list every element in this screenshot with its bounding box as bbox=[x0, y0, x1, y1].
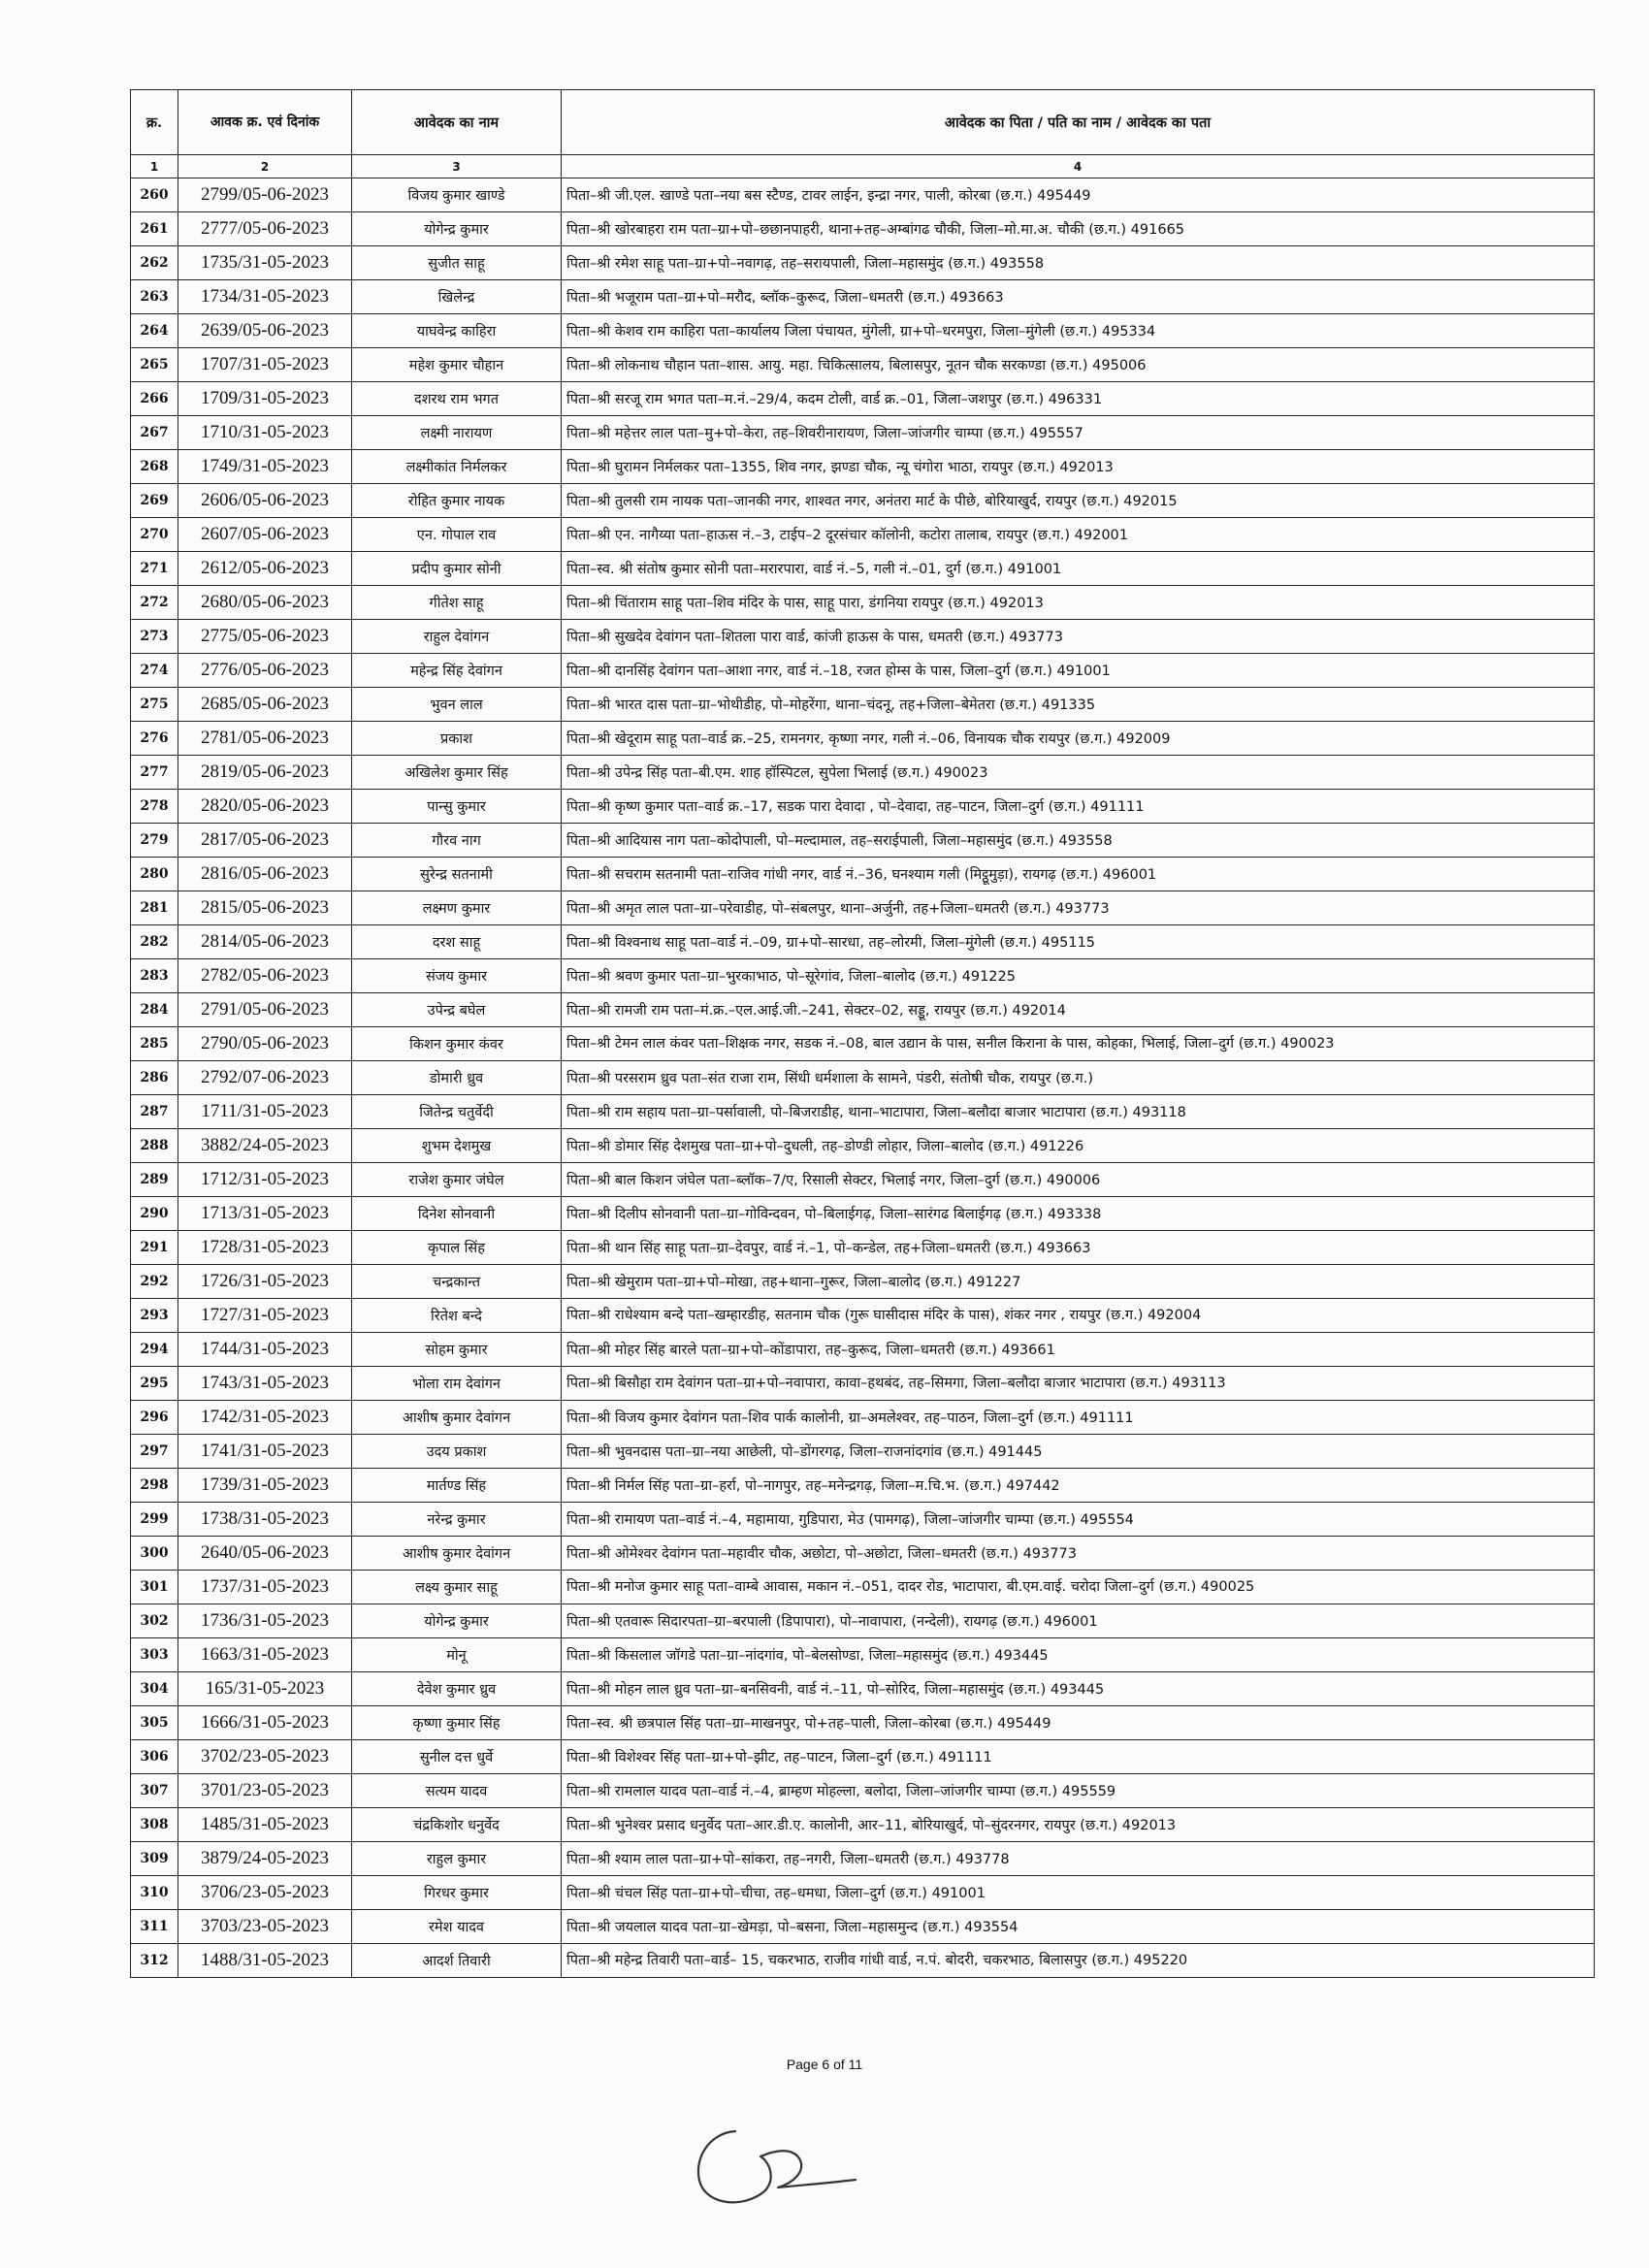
table-row bbox=[131, 1571, 1595, 1604]
row-inward-no-date: 1726/31-05-2023 bbox=[178, 1265, 352, 1299]
row-applicant-name: महेन्द्र सिंह देवांगन bbox=[352, 654, 562, 688]
row-serial: 268 bbox=[131, 450, 178, 484]
applicants-table bbox=[130, 89, 1595, 1978]
table-row bbox=[131, 1469, 1595, 1503]
row-applicant-name: प्रदीप कुमार सोनी bbox=[352, 552, 562, 586]
table-row bbox=[131, 1706, 1595, 1740]
row-serial: 262 bbox=[131, 246, 178, 280]
table-row bbox=[131, 1061, 1595, 1095]
row-applicant-name: गीतेश साहू bbox=[352, 586, 562, 620]
row-inward-no-date: 2817/05-06-2023 bbox=[178, 824, 352, 858]
row-serial: 261 bbox=[131, 212, 178, 246]
row-inward-no-date: 1741/31-05-2023 bbox=[178, 1435, 352, 1469]
row-applicant-name: सुजीत साहू bbox=[352, 246, 562, 280]
column-number-row bbox=[131, 155, 1595, 178]
row-serial: 310 bbox=[131, 1876, 178, 1910]
table-row bbox=[131, 382, 1595, 416]
row-applicant-name: याघवेन्द्र काहिरा bbox=[352, 314, 562, 348]
table-row bbox=[131, 212, 1595, 246]
row-serial: 272 bbox=[131, 586, 178, 620]
row-serial: 283 bbox=[131, 959, 178, 993]
row-parent-address: पिता–श्री आदियास नाग पता–कोदोपाली, पो–मल्दामाल, तह–सराईपाली, जिला–महासमुंद (छ.ग.) 493558 bbox=[562, 824, 1595, 858]
page-number: Page 6 of 11 bbox=[786, 2057, 863, 2072]
row-inward-no-date: 2639/05-06-2023 bbox=[178, 314, 352, 348]
table-row bbox=[131, 1876, 1595, 1910]
table-row bbox=[131, 348, 1595, 382]
table-row bbox=[131, 620, 1595, 654]
row-serial: 302 bbox=[131, 1604, 178, 1638]
row-serial: 297 bbox=[131, 1435, 178, 1469]
row-parent-address: पिता–श्री भारत दास पता–ग्रा–भोथीडीह, पो–मोहरेंगा, थाना–चंदनू, तह+जिला–बेमेतरा (छ.ग.) 491335 bbox=[562, 688, 1595, 722]
table-row bbox=[131, 586, 1595, 620]
row-applicant-name: राजेश कुमार जंघेल bbox=[352, 1163, 562, 1197]
table-row bbox=[131, 891, 1595, 925]
row-inward-no-date: 2640/05-06-2023 bbox=[178, 1537, 352, 1571]
row-parent-address: पिता–स्व. श्री संतोष कुमार सोनी पता–मरारपारा, वार्ड नं.–5, गली नं.–01, दुर्ग (छ.ग.) 491001 bbox=[562, 552, 1595, 586]
row-parent-address: पिता–श्री खेदूराम साहू पता–वार्ड क्र.–25, रामनगर, कृष्णा नगर, गली नं.–06, विनायक चौक रायपुर (छ.ग.) 492009 bbox=[562, 722, 1595, 756]
row-applicant-name: योगेन्द्र कुमार bbox=[352, 1604, 562, 1638]
row-applicant-name: लक्ष्मी नारायण bbox=[352, 416, 562, 450]
table-row bbox=[131, 1842, 1595, 1876]
row-parent-address: पिता–श्री विशेश्वर सिंह पता–ग्रा+पो–झीट, तह–पाटन, जिला–दुर्ग (छ.ग.) 491111 bbox=[562, 1740, 1595, 1774]
row-applicant-name: चन्द्रकान्त bbox=[352, 1265, 562, 1299]
row-serial: 281 bbox=[131, 891, 178, 925]
header-applicant-name: आवेदक का नाम bbox=[352, 90, 562, 155]
row-inward-no-date: 2612/05-06-2023 bbox=[178, 552, 352, 586]
row-parent-address: पिता–श्री ओमेश्वर देवांगन पता–महावीर चौक, अछोटा, पो–अछोटा, जिला–धमतरी (छ.ग.) 493773 bbox=[562, 1537, 1595, 1571]
row-parent-address: पिता–श्री थान सिंह साहू पता–ग्रा–देवपुर, वार्ड नं.–1, पो–कन्डेल, तह+जिला–धमतरी (छ.ग.) 493663 bbox=[562, 1231, 1595, 1265]
table-row bbox=[131, 450, 1595, 484]
table-row bbox=[131, 484, 1595, 518]
table-row bbox=[131, 552, 1595, 586]
row-parent-address: पिता–श्री तुलसी राम नायक पता–जानकी नगर, शाश्वत नगर, अनंतरा मार्ट के पीछे, बोरियाखुर्द, रायपुर (छ.ग.) 492015 bbox=[562, 484, 1595, 518]
row-applicant-name: उदय प्रकाश bbox=[352, 1435, 562, 1469]
row-serial: 280 bbox=[131, 858, 178, 891]
table-row bbox=[131, 1944, 1595, 1978]
table-row bbox=[131, 246, 1595, 280]
row-applicant-name: भुवन लाल bbox=[352, 688, 562, 722]
row-serial: 311 bbox=[131, 1910, 178, 1944]
row-applicant-name: दरश साहू bbox=[352, 925, 562, 959]
row-applicant-name: लक्ष्मण कुमार bbox=[352, 891, 562, 925]
row-applicant-name: रमेश यादव bbox=[352, 1910, 562, 1944]
row-inward-no-date: 2776/05-06-2023 bbox=[178, 654, 352, 688]
row-parent-address: पिता–श्री विजय कुमार देवांगन पता–शिव पार्क कालोनी, ग्रा–अमलेश्वर, तह–पाठन, जिला–दुर्ग (छ.ग.) 491111 bbox=[562, 1401, 1595, 1435]
row-parent-address: पिता–श्री मोहर सिंह बारले पता–ग्रा+पो–कोंडापारा, तह–कुरूद, जिला–धमतरी (छ.ग.) 493661 bbox=[562, 1333, 1595, 1367]
row-inward-no-date: 1666/31-05-2023 bbox=[178, 1706, 352, 1740]
row-applicant-name: रितेश बन्दे bbox=[352, 1299, 562, 1333]
row-inward-no-date: 2685/05-06-2023 bbox=[178, 688, 352, 722]
table-row bbox=[131, 280, 1595, 314]
row-serial: 282 bbox=[131, 925, 178, 959]
row-applicant-name: चंद्रकिशोर धनुर्वेद bbox=[352, 1808, 562, 1842]
row-inward-no-date: 1707/31-05-2023 bbox=[178, 348, 352, 382]
row-applicant-name: आदर्श तिवारी bbox=[352, 1944, 562, 1978]
row-serial: 274 bbox=[131, 654, 178, 688]
row-inward-no-date: 2606/05-06-2023 bbox=[178, 484, 352, 518]
row-serial: 279 bbox=[131, 824, 178, 858]
row-inward-no-date: 2607/05-06-2023 bbox=[178, 518, 352, 552]
row-parent-address: पिता–श्री बिसौहा राम देवांगन पता–ग्रा+पो–नवापारा, कावा–हथबंद, तह–सिमगा, जिला–बलौदा बाजार भाटापारा (छ.ग.) 493113 bbox=[562, 1367, 1595, 1401]
row-serial: 303 bbox=[131, 1638, 178, 1672]
table-row bbox=[131, 1367, 1595, 1401]
row-inward-no-date: 2777/05-06-2023 bbox=[178, 212, 352, 246]
row-inward-no-date: 3879/24-05-2023 bbox=[178, 1842, 352, 1876]
row-inward-no-date: 1744/31-05-2023 bbox=[178, 1333, 352, 1367]
row-inward-no-date: 1739/31-05-2023 bbox=[178, 1469, 352, 1503]
row-applicant-name: आशीष कुमार देवांगन bbox=[352, 1537, 562, 1571]
row-serial: 298 bbox=[131, 1469, 178, 1503]
row-inward-no-date: 1710/31-05-2023 bbox=[178, 416, 352, 450]
row-serial: 288 bbox=[131, 1129, 178, 1163]
row-inward-no-date: 2781/05-06-2023 bbox=[178, 722, 352, 756]
row-applicant-name: एन. गोपाल राव bbox=[352, 518, 562, 552]
row-parent-address: पिता–श्री घुरामन निर्मलकर पता–1355, शिव नगर, झण्डा चौक, न्यू चंगोरा भाठा, रायपुर (छ.ग.) 492013 bbox=[562, 450, 1595, 484]
row-applicant-name: सत्यम यादव bbox=[352, 1774, 562, 1808]
row-applicant-name: रोहित कुमार नायक bbox=[352, 484, 562, 518]
row-parent-address: पिता–श्री डोमार सिंह देशमुख पता–ग्रा+पो–दुधली, तह–डोण्डी लोहार, जिला–बालोद (छ.ग.) 491226 bbox=[562, 1129, 1595, 1163]
row-applicant-name: खिलेन्द्र bbox=[352, 280, 562, 314]
row-inward-no-date: 2680/05-06-2023 bbox=[178, 586, 352, 620]
column-number-1: 1 bbox=[131, 155, 178, 178]
row-serial: 292 bbox=[131, 1265, 178, 1299]
row-inward-no-date: 1663/31-05-2023 bbox=[178, 1638, 352, 1672]
row-applicant-name: कृष्णा कुमार सिंह bbox=[352, 1706, 562, 1740]
table-row bbox=[131, 416, 1595, 450]
row-inward-no-date: 1709/31-05-2023 bbox=[178, 382, 352, 416]
row-serial: 306 bbox=[131, 1740, 178, 1774]
table-row bbox=[131, 1537, 1595, 1571]
row-serial: 293 bbox=[131, 1299, 178, 1333]
table-row bbox=[131, 1197, 1595, 1231]
row-inward-no-date: 2799/05-06-2023 bbox=[178, 178, 352, 212]
row-applicant-name: राहुल कुमार bbox=[352, 1842, 562, 1876]
row-parent-address: पिता–श्री श्रवण कुमार पता–ग्रा–भुरकाभाठ, पो–सूरेगांव, जिला–बालोद (छ.ग.) 491225 bbox=[562, 959, 1595, 993]
row-applicant-name: किशन कुमार कंवर bbox=[352, 1027, 562, 1061]
row-inward-no-date: 1711/31-05-2023 bbox=[178, 1095, 352, 1129]
row-inward-no-date: 2792/07-06-2023 bbox=[178, 1061, 352, 1095]
row-parent-address: पिता–श्री भुवनदास पता–ग्रा–नया आछेली, पो–डोंगरगढ़, जिला–राजनांदगांव (छ.ग.) 491445 bbox=[562, 1435, 1595, 1469]
table-row bbox=[131, 790, 1595, 824]
row-serial: 277 bbox=[131, 756, 178, 790]
row-parent-address: पिता–श्री निर्मल सिंह पता–ग्रा–हर्रा, पो–नागपुर, तह–मनेन्द्रगढ़, जिला–म.चि.भ. (छ.ग.) 497442 bbox=[562, 1469, 1595, 1503]
row-inward-no-date: 2820/05-06-2023 bbox=[178, 790, 352, 824]
table-row bbox=[131, 1333, 1595, 1367]
row-parent-address: पिता–श्री अमृत लाल पता–ग्रा–परेवाडीह, पो–संबलपुर, थाना–अर्जुनी, तह+जिला–धमतरी (छ.ग.) 493773 bbox=[562, 891, 1595, 925]
row-serial: 269 bbox=[131, 484, 178, 518]
row-applicant-name: राहुल देवांगन bbox=[352, 620, 562, 654]
table-row bbox=[131, 1129, 1595, 1163]
table-row bbox=[131, 1740, 1595, 1774]
row-inward-no-date: 1488/31-05-2023 bbox=[178, 1944, 352, 1978]
row-parent-address: पिता–श्री राधेश्याम बन्दे पता–खम्हारडीह, सतनाम चौक (गुरू घासीदास मंदिर के पास), शंकर नगर , रायपुर (छ.ग.) 492004 bbox=[562, 1299, 1595, 1333]
row-inward-no-date: 2790/05-06-2023 bbox=[178, 1027, 352, 1061]
row-applicant-name: मोनू bbox=[352, 1638, 562, 1672]
table-row bbox=[131, 1503, 1595, 1537]
row-inward-no-date: 1737/31-05-2023 bbox=[178, 1571, 352, 1604]
table-row bbox=[131, 858, 1595, 891]
row-applicant-name: महेश कुमार चौहान bbox=[352, 348, 562, 382]
table-row bbox=[131, 654, 1595, 688]
row-parent-address: पिता–श्री रमेश साहू पता–ग्रा+पो–नवागढ़, तह–सरायपाली, जिला–महासमुंद (छ.ग.) 493558 bbox=[562, 246, 1595, 280]
table-row bbox=[131, 824, 1595, 858]
row-serial: 287 bbox=[131, 1095, 178, 1129]
row-parent-address: पिता–श्री चंचल सिंह पता–ग्रा+पो–चीचा, तह–धमधा, जिला–दुर्ग (छ.ग.) 491001 bbox=[562, 1876, 1595, 1910]
table-row bbox=[131, 1638, 1595, 1672]
row-parent-address: पिता–श्री दिलीप सोनवानी पता–ग्रा–गोविन्दवन, पो–बिलाईगढ़, जिला–सारंगढ बिलाईगढ़ (छ.ग.) 493338 bbox=[562, 1197, 1595, 1231]
table-row bbox=[131, 1808, 1595, 1842]
row-serial: 308 bbox=[131, 1808, 178, 1842]
row-applicant-name: देवेश कुमार ध्रुव bbox=[352, 1672, 562, 1706]
table-row bbox=[131, 1672, 1595, 1706]
row-applicant-name: योगेन्द्र कुमार bbox=[352, 212, 562, 246]
row-applicant-name: मार्तण्ड सिंह bbox=[352, 1469, 562, 1503]
row-parent-address: पिता–श्री महेन्द्र तिवारी पता–वार्ड– 15, चकरभाठ, राजीव गांधी वार्ड, न.पं. बोदरी, चकरभाठ, बिलासपुर (छ.ग.) 495220 bbox=[562, 1944, 1595, 1978]
row-parent-address: पिता–श्री टेमन लाल कंवर पता–शिक्षक नगर, सडक नं.–08, बाल उद्यान के पास, सनील किराना के पास, कोहका, भिलाई, जिला–दुर्ग (छ.ग.) 490023 bbox=[562, 1027, 1595, 1061]
row-serial: 270 bbox=[131, 518, 178, 552]
table-row bbox=[131, 1910, 1595, 1944]
row-parent-address: पिता–श्री दानसिंह देवांगन पता–आशा नगर, वार्ड नं.–18, रजत होम्स के पास, जिला–दुर्ग (छ.ग.) 491001 bbox=[562, 654, 1595, 688]
row-serial: 294 bbox=[131, 1333, 178, 1367]
row-applicant-name: प्रकाश bbox=[352, 722, 562, 756]
row-parent-address: पिता–स्व. श्री छत्रपाल सिंह पता–ग्रा–माखनपुर, पो+तह–पाली, जिला–कोरबा (छ.ग.) 495449 bbox=[562, 1706, 1595, 1740]
row-inward-no-date: 1743/31-05-2023 bbox=[178, 1367, 352, 1401]
row-applicant-name: आशीष कुमार देवांगन bbox=[352, 1401, 562, 1435]
row-applicant-name: दशरथ राम भगत bbox=[352, 382, 562, 416]
row-parent-address: पिता–श्री महेत्तर लाल पता–मु+पो–केरा, तह–शिवरीनारायण, जिला–जांजगीर चाम्पा (छ.ग.) 495557 bbox=[562, 416, 1595, 450]
row-applicant-name: दिनेश सोनवानी bbox=[352, 1197, 562, 1231]
row-serial: 271 bbox=[131, 552, 178, 586]
row-inward-no-date: 1734/31-05-2023 bbox=[178, 280, 352, 314]
row-serial: 299 bbox=[131, 1503, 178, 1537]
row-serial: 285 bbox=[131, 1027, 178, 1061]
row-parent-address: पिता–श्री लोकनाथ चौहान पता–शास. आयु. महा. चिकित्सालय, बिलासपुर, नूतन चौक सरकण्डा (छ.ग.) 495006 bbox=[562, 348, 1595, 382]
row-applicant-name: संजय कुमार bbox=[352, 959, 562, 993]
table-row bbox=[131, 1095, 1595, 1129]
row-serial: 307 bbox=[131, 1774, 178, 1808]
row-parent-address: पिता–श्री सचराम सतनामी पता–राजिव गांधी नगर, वार्ड नं.–36, घनश्याम गली (मिट्ठूमुड़ा), रायगढ़ (छ.ग.) 496001 bbox=[562, 858, 1595, 891]
row-inward-no-date: 2791/05-06-2023 bbox=[178, 993, 352, 1027]
table-row bbox=[131, 1299, 1595, 1333]
row-inward-no-date: 3702/23-05-2023 bbox=[178, 1740, 352, 1774]
row-parent-address: पिता–श्री रामजी राम पता–मं.क्र.–एल.आई.जी.–241, सेक्टर–02, सड्डू, रायपुर (छ.ग.) 492014 bbox=[562, 993, 1595, 1027]
row-serial: 312 bbox=[131, 1944, 178, 1978]
row-applicant-name: पान्सु कुमार bbox=[352, 790, 562, 824]
row-inward-no-date: 1735/31-05-2023 bbox=[178, 246, 352, 280]
row-applicant-name: लक्ष्मीकांत निर्मलकर bbox=[352, 450, 562, 484]
row-parent-address: पिता–श्री सुखदेव देवांगन पता–शितला पारा वार्ड, कांजी हाऊस के पास, धमतरी (छ.ग.) 493773 bbox=[562, 620, 1595, 654]
row-inward-no-date: 2819/05-06-2023 bbox=[178, 756, 352, 790]
row-applicant-name: सुनील दत्त धुर्वे bbox=[352, 1740, 562, 1774]
row-applicant-name: अखिलेश कुमार सिंह bbox=[352, 756, 562, 790]
row-parent-address: पिता–श्री खेमुराम पता–ग्रा+पो–मोखा, तह+थाना–गुरूर, जिला–बालोद (छ.ग.) 491227 bbox=[562, 1265, 1595, 1299]
header-serial: क्र. bbox=[131, 90, 178, 155]
row-parent-address: पिता–श्री विश्वनाथ साहू पता–वार्ड नं.–09, ग्रा+पो–सारधा, तह–लोरमी, जिला–मुंगेली (छ.ग.) 495115 bbox=[562, 925, 1595, 959]
row-applicant-name: गिरधर कुमार bbox=[352, 1876, 562, 1910]
row-parent-address: पिता–श्री उपेन्द्र सिंह पता–बी.एम. शाह हॉस्पिटल, सुपेला भिलाई (छ.ग.) 490023 bbox=[562, 756, 1595, 790]
row-parent-address: पिता–श्री केशव राम काहिरा पता–कार्यालय जिला पंचायत, मुंगेली, ग्रा+पो–धरमपुरा, जिला–मुंगेली (छ.ग.) 495334 bbox=[562, 314, 1595, 348]
row-inward-no-date: 165/31-05-2023 bbox=[178, 1672, 352, 1706]
table-row bbox=[131, 518, 1595, 552]
table-row bbox=[131, 925, 1595, 959]
row-parent-address: पिता–श्री सरजू राम भगत पता–म.नं.–29/4, कदम टोली, वार्ड क्र.–01, जिला–जशपुर (छ.ग.) 496331 bbox=[562, 382, 1595, 416]
column-number-4: 4 bbox=[562, 155, 1595, 178]
row-serial: 260 bbox=[131, 178, 178, 212]
row-applicant-name: कृपाल सिंह bbox=[352, 1231, 562, 1265]
row-inward-no-date: 2816/05-06-2023 bbox=[178, 858, 352, 891]
row-parent-address: पिता–श्री जयलाल यादव पता–ग्रा–खेमड़ा, पो–बसना, जिला–महासमुन्द (छ.ग.) 493554 bbox=[562, 1910, 1595, 1944]
table-row bbox=[131, 178, 1595, 212]
row-parent-address: पिता–श्री भजूराम पता–ग्रा+पो–मरौद, ब्लॉक–कुरूद, जिला–धमतरी (छ.ग.) 493663 bbox=[562, 280, 1595, 314]
table-row bbox=[131, 1435, 1595, 1469]
row-applicant-name: गौरव नाग bbox=[352, 824, 562, 858]
header-row bbox=[131, 90, 1595, 155]
row-serial: 290 bbox=[131, 1197, 178, 1231]
row-inward-no-date: 2775/05-06-2023 bbox=[178, 620, 352, 654]
table-row bbox=[131, 1027, 1595, 1061]
row-applicant-name: लक्ष्य कुमार साहू bbox=[352, 1571, 562, 1604]
row-parent-address: पिता–श्री खोरबाहरा राम पता–ग्रा+पो–छछानपाहरी, थाना+तह–अम्बांगढ चौकी, जिला–मो.मा.अ. चौकी (छ.ग.) 491665 bbox=[562, 212, 1595, 246]
row-applicant-name: डोमारी ध्रुव bbox=[352, 1061, 562, 1095]
row-serial: 266 bbox=[131, 382, 178, 416]
table-row bbox=[131, 993, 1595, 1027]
row-parent-address: पिता–श्री जी.एल. खाण्डे पता–नया बस स्टैण्ड, टावर लाईन, इन्द्रा नगर, पाली, कोरबा (छ.ग.) 495449 bbox=[562, 178, 1595, 212]
row-serial: 304 bbox=[131, 1672, 178, 1706]
row-applicant-name: उपेन्द्र बघेल bbox=[352, 993, 562, 1027]
table-row bbox=[131, 722, 1595, 756]
row-applicant-name: सुरेन्द्र सतनामी bbox=[352, 858, 562, 891]
row-parent-address: पिता–श्री मनोज कुमार साहू पता–वाम्बे आवास, मकान नं.–051, दादर रोड, भाटापारा, बी.एम.वाई. चरोदा जिला–दुर्ग (छ.ग.) 490025 bbox=[562, 1571, 1595, 1604]
handwritten-signature bbox=[679, 2090, 873, 2217]
row-applicant-name: भोला राम देवांगन bbox=[352, 1367, 562, 1401]
row-inward-no-date: 3701/23-05-2023 bbox=[178, 1774, 352, 1808]
row-serial: 273 bbox=[131, 620, 178, 654]
row-inward-no-date: 1728/31-05-2023 bbox=[178, 1231, 352, 1265]
row-inward-no-date: 1712/31-05-2023 bbox=[178, 1163, 352, 1197]
table-row bbox=[131, 1604, 1595, 1638]
row-parent-address: पिता–श्री रामलाल यादव पता–वार्ड नं.–4, ब्राम्हण मोहल्ला, बलोदा, जिला–जांजगीर चाम्पा (छ.ग.) 495559 bbox=[562, 1774, 1595, 1808]
row-parent-address: पिता–श्री रामायण पता–वार्ड नं.–4, महामाया, गुडिपारा, मेउ (पामगढ़), जिला–जांजगीर चाम्पा (छ.ग.) 495554 bbox=[562, 1503, 1595, 1537]
row-inward-no-date: 1727/31-05-2023 bbox=[178, 1299, 352, 1333]
row-serial: 278 bbox=[131, 790, 178, 824]
row-serial: 291 bbox=[131, 1231, 178, 1265]
row-parent-address: पिता–श्री मोहन लाल ध्रुव पता–ग्रा–बनसिवनी, वार्ड नं.–11, पो–सोरिद, जिला–महासमुंद (छ.ग.) 493445 bbox=[562, 1672, 1595, 1706]
row-serial: 275 bbox=[131, 688, 178, 722]
table-row bbox=[131, 314, 1595, 348]
table-row bbox=[131, 1265, 1595, 1299]
column-number-3: 3 bbox=[352, 155, 562, 178]
row-inward-no-date: 3706/23-05-2023 bbox=[178, 1876, 352, 1910]
table-row bbox=[131, 1401, 1595, 1435]
row-applicant-name: जितेन्द्र चतुर्वेदी bbox=[352, 1095, 562, 1129]
header-parent-address: आवेदक का पिता / पति का नाम / आवेदक का पता bbox=[562, 90, 1595, 155]
row-inward-no-date: 2815/05-06-2023 bbox=[178, 891, 352, 925]
row-serial: 284 bbox=[131, 993, 178, 1027]
row-serial: 296 bbox=[131, 1401, 178, 1435]
row-serial: 289 bbox=[131, 1163, 178, 1197]
row-serial: 305 bbox=[131, 1706, 178, 1740]
row-inward-no-date: 2814/05-06-2023 bbox=[178, 925, 352, 959]
row-applicant-name: सोहम कुमार bbox=[352, 1333, 562, 1367]
row-applicant-name: नरेन्द्र कुमार bbox=[352, 1503, 562, 1537]
row-parent-address: पिता–श्री बाल किशन जंघेल पता–ब्लॉक–7/ए, रिसाली सेक्टर, भिलाई नगर, जिला–दुर्ग (छ.ग.) 490006 bbox=[562, 1163, 1595, 1197]
row-serial: 309 bbox=[131, 1842, 178, 1876]
table-row bbox=[131, 756, 1595, 790]
row-parent-address: पिता–श्री एतवारू सिदारपता–ग्रा–बरपाली (डिपापारा), पो–नावापारा, (नन्देली), रायगढ़ (छ.ग.) 496001 bbox=[562, 1604, 1595, 1638]
row-serial: 276 bbox=[131, 722, 178, 756]
row-parent-address: पिता–श्री श्याम लाल पता–ग्रा+पो–सांकरा, तह–नगरी, जिला–धमतरी (छ.ग.) 493778 bbox=[562, 1842, 1595, 1876]
table-row bbox=[131, 1163, 1595, 1197]
row-serial: 263 bbox=[131, 280, 178, 314]
row-inward-no-date: 1485/31-05-2023 bbox=[178, 1808, 352, 1842]
row-parent-address: पिता–श्री भुनेश्वर प्रसाद धनुर्वेद पता–आर.डी.ए. कालोनी, आर–11, बोरियाखुर्द, पो–सुंदरनगर, रायपुर (छ.ग.) 492013 bbox=[562, 1808, 1595, 1842]
row-serial: 295 bbox=[131, 1367, 178, 1401]
row-inward-no-date: 1749/31-05-2023 bbox=[178, 450, 352, 484]
row-applicant-name: शुभम देशमुख bbox=[352, 1129, 562, 1163]
table-row bbox=[131, 1774, 1595, 1808]
column-number-2: 2 bbox=[178, 155, 352, 178]
row-applicant-name: विजय कुमार खाण्डे bbox=[352, 178, 562, 212]
row-serial: 265 bbox=[131, 348, 178, 382]
row-inward-no-date: 1736/31-05-2023 bbox=[178, 1604, 352, 1638]
row-parent-address: पिता–श्री राम सहाय पता–ग्रा–पर्सावाली, पो–बिजराडीह, थाना–भाटापारा, जिला–बलौदा बाजार भाटापारा (छ.ग.) 493118 bbox=[562, 1095, 1595, 1129]
row-inward-no-date: 2782/05-06-2023 bbox=[178, 959, 352, 993]
row-parent-address: पिता–श्री एन. नागैय्या पता–हाऊस नं.–3, टाईप–2 दूरसंचार कॉलोनी, कटोरा तालाब, रायपुर (छ.ग.) 492001 bbox=[562, 518, 1595, 552]
row-inward-no-date: 1742/31-05-2023 bbox=[178, 1401, 352, 1435]
table-row bbox=[131, 688, 1595, 722]
header-inward-no-date: आवक क्र. एवं दिनांक bbox=[178, 90, 352, 155]
row-parent-address: पिता–श्री कृष्ण कुमार पता–वार्ड क्र.–17, सडक पारा देवादा , पो–देवादा, तह–पाटन, जिला–दुर्ग (छ.ग.) 491111 bbox=[562, 790, 1595, 824]
row-serial: 300 bbox=[131, 1537, 178, 1571]
row-inward-no-date: 3882/24-05-2023 bbox=[178, 1129, 352, 1163]
table-row bbox=[131, 959, 1595, 993]
row-inward-no-date: 1713/31-05-2023 bbox=[178, 1197, 352, 1231]
row-serial: 264 bbox=[131, 314, 178, 348]
row-inward-no-date: 1738/31-05-2023 bbox=[178, 1503, 352, 1537]
row-inward-no-date: 3703/23-05-2023 bbox=[178, 1910, 352, 1944]
table-body bbox=[131, 178, 1595, 1978]
row-parent-address: पिता–श्री परसराम ध्रुव पता–संत राजा राम, सिंधी धर्मशाला के सामने, पंडरी, संतोषी चौक, रायपुर (छ.ग.) bbox=[562, 1061, 1595, 1095]
row-serial: 286 bbox=[131, 1061, 178, 1095]
row-serial: 301 bbox=[131, 1571, 178, 1604]
row-parent-address: पिता–श्री किसलाल जॉगडे पता–ग्रा–नांदगांव, पो–बेलसोण्डा, जिला–महासमुंद (छ.ग.) 493445 bbox=[562, 1638, 1595, 1672]
row-parent-address: पिता–श्री चिंताराम साहू पता–शिव मंदिर के पास, साहू पारा, डंगनिया रायपुर (छ.ग.) 492013 bbox=[562, 586, 1595, 620]
table-row bbox=[131, 1231, 1595, 1265]
row-serial: 267 bbox=[131, 416, 178, 450]
